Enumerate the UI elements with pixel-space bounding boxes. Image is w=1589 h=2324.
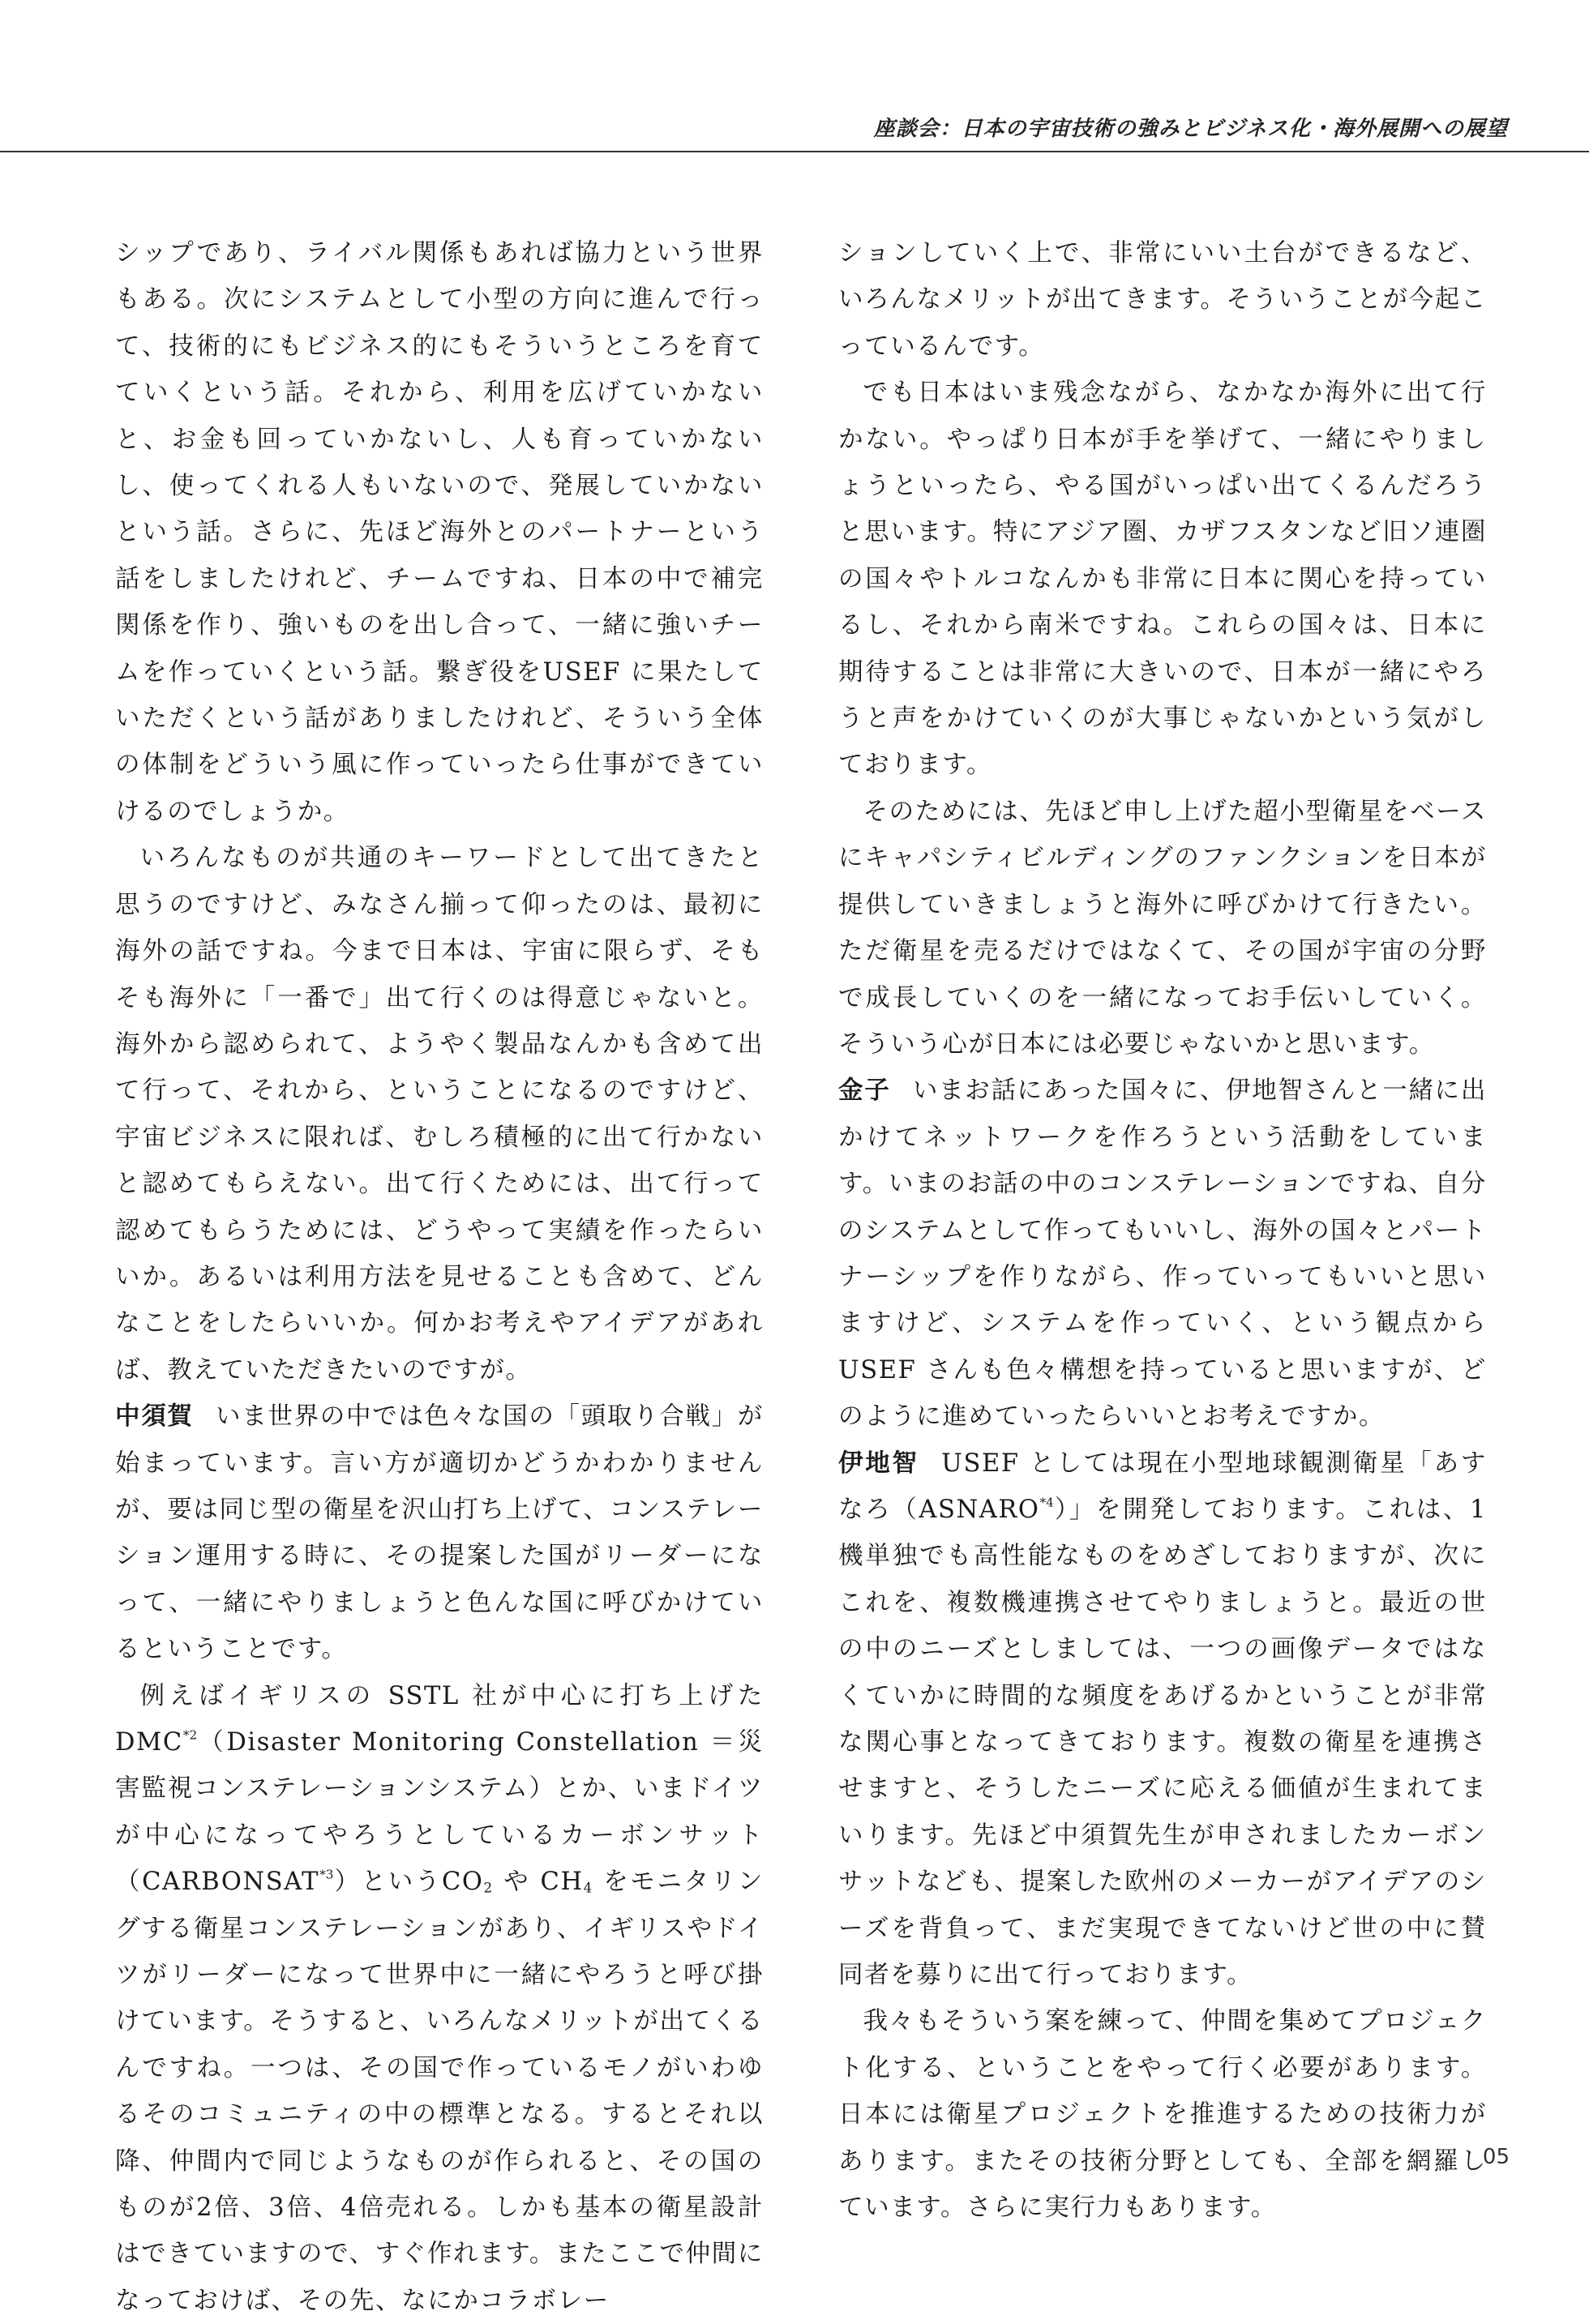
speaker-paragraph	[115, 1393, 764, 1672]
paragraph: そのためには、先ほど申し上げた超小型衛星をベースにキャパシティビルディングのファンクションを日本が提供していきましょうと海外に呼びかけて行きたい。ただ衛星を売るだけではなくて、その国が宇宙の分野で成長していくのを一緒になってお手伝いしていく。そういう心が日本には必要じゃないかと思います。	[838, 797, 1487, 1059]
right-text-column	[838, 230, 1487, 2231]
footnote-ref: *3	[319, 1867, 334, 1882]
page-number: 05	[1482, 2145, 1510, 2169]
speaker-text: いま世界の中では色々な国の「頭取り合戦」が始まっています。言い方が適切かどうかわかりませんが、要は同じ型の衛星を沢山打ち上げて、コンステレーション運用する時に、その提案した国がリーダーになって、一緒にやりましょうと色んな国に呼びかけているということです。	[115, 1402, 764, 1664]
running-header-title: 座談会：日本の宇宙技術の強みとビジネス化・海外展開への展望	[873, 117, 1508, 141]
text-run: や CH	[493, 1868, 584, 1897]
paragraph: いろんなものが共通のキーワードとして出てきたと思うのですけど、みなさん揃って仰ったのは、最初に海外の話ですね。今まで日本は、宇宙に限らず、そもそも海外に「一番で」出て行くのは得意じゃないと。海外から認められて、ようやく製品なんかも含めて出て行って、それから、ということになるのですけど、宇宙ビジネスに限れば、むしろ積極的に出て行かないと認めてもらえない。出て行くためには、出て行って認めてもらうためには、どうやって実績を作ったらいいか。あるいは利用方法を見せることも含めて、どんなことをしたらいいか。何かお考えやアイデアがあれば、教えていただきたいのですが。	[115, 844, 764, 1385]
text-run: ）というCO	[333, 1868, 484, 1897]
speaker-name: 金子	[838, 1076, 891, 1106]
paragraph: 我々もそういう案を練って、仲間を集めてプロジェクト化する、ということをやって行く必要があります。日本には衛星プロジェクトを推進するための技術力があります。またその技術分野としても、全部を網羅しています。さらに実行力もあります。	[838, 2007, 1487, 2223]
footnote-ref: *2	[182, 1727, 198, 1743]
speaker-text: いまお話にあった国々に、伊地智さんと一緒に出かけてネットワークを作ろうという活動をしています。いまのお話の中のコンステレーションですね、自分のシステムとして作ってもいいし、海外の国々とパートナーシップを作りながら、作っていってもいいと思いますけど、システムを作っていく、という観点から USEF さんも色々構想を持っていると思いますが、どのように進めていったらいいとお考えですか。	[838, 1076, 1487, 1432]
text-run: をモニタリングする衛星コンステレーションがあり、イギリスやドイツがリーダーになって世界中に一緒にやろうと呼び掛けています。そうすると、いろんなメリットが出てくるんですね。一つは、その国で作っているモノがいわゆるそのコミュニティの中の標準となる。するとそれ以降、仲間内で同じようなものが作られると、その国のものが2倍、3倍、4倍売れる。しかも基本の衛星設計はできていますので、すぐ作れます。またここで仲間になっておけば、その先、なにかコラボレー	[115, 1868, 764, 2315]
speaker-paragraph	[838, 1068, 1487, 1440]
subscript: 4	[583, 1879, 593, 1896]
header-rule	[0, 151, 1589, 152]
speaker-text: ）」を開発しております。これは、1機単独でも高性能なものをめざしておりますが、次にこれを、複数機連携させてやりましょうと。最近の世の中のニーズとしましては、一つの画像データではなくていかに時間的な頻度をあげるかということが非常な関心事となってきております。複数の衛星を連携させますと、そうしたニーズに応える価値が生まれてまいります。先ほど中須賀先生が申されましたカーボンサットなども、提案した欧州のメーカーがアイデアのシーズを背負って、まだ実現できてないけど世の中に賛同者を募りに出て行っております。	[838, 1495, 1487, 1990]
footnote-ref: *4	[1039, 1495, 1054, 1510]
speaker-name: 伊地智	[838, 1449, 919, 1478]
paragraph: でも日本はいま残念ながら、なかなか海外に出て行かない。やっぱり日本が手を挙げて、一緒にやりましょうといったら、やる国がいっぱい出てくるんだろうと思います。特にアジア圏、カザフスタンなど旧ソ連圏の国々やトルコなんかも非常に日本に関心を持っているし、それから南米ですね。これらの国々は、日本に期待することは非常に大きいので、日本が一緒にやろうと声をかけていくのが大事じゃないかという気がしております。	[838, 379, 1487, 780]
paragraph: ションしていく上で、非常にいい土台ができるなど、いろんなメリットが出てきます。そういうことが今起こっているんです。	[838, 239, 1487, 361]
text-run: （Disaster Monitoring Constellation ＝災害監視コンステレーションシステム）とか、いまドイツが中心になってやろうとしているカーボンサット（CARBONSAT	[115, 1728, 764, 1897]
speaker-paragraph	[838, 1440, 1487, 1999]
paragraph	[115, 1673, 764, 2324]
speaker-text: USEF としては現在小型地球観測衛星「あすなろ（ASNARO	[838, 1449, 1487, 1524]
left-text-column	[115, 230, 764, 2324]
text-run: 例えばイギリスの SSTL 社が中心に打ち上げたDMC	[115, 1681, 764, 1757]
speaker-name: 中須賀	[115, 1402, 194, 1432]
subscript: 2	[483, 1879, 494, 1896]
paragraph: シップであり、ライバル関係もあれば協力という世界もある。次にシステムとして小型の方向に進んで行って、技術的にもビジネス的にもそういうところを育てていくという話。それから、利用を広げていかないと、お金も回っていかないし、人も育っていかないし、使ってくれる人もいないので、発展していかないという話。さらに、先ほど海外とのパートナーという話をしましたけれど、チームですね、日本の中で補完関係を作り、強いものを出し合って、一緒に強いチームを作っていくという話。繋ぎ役をUSEF に果たしていただくという話がありましたけれど、そういう全体の体制をどういう風に作っていったら仕事ができていけるのでしょうか。	[115, 239, 764, 826]
